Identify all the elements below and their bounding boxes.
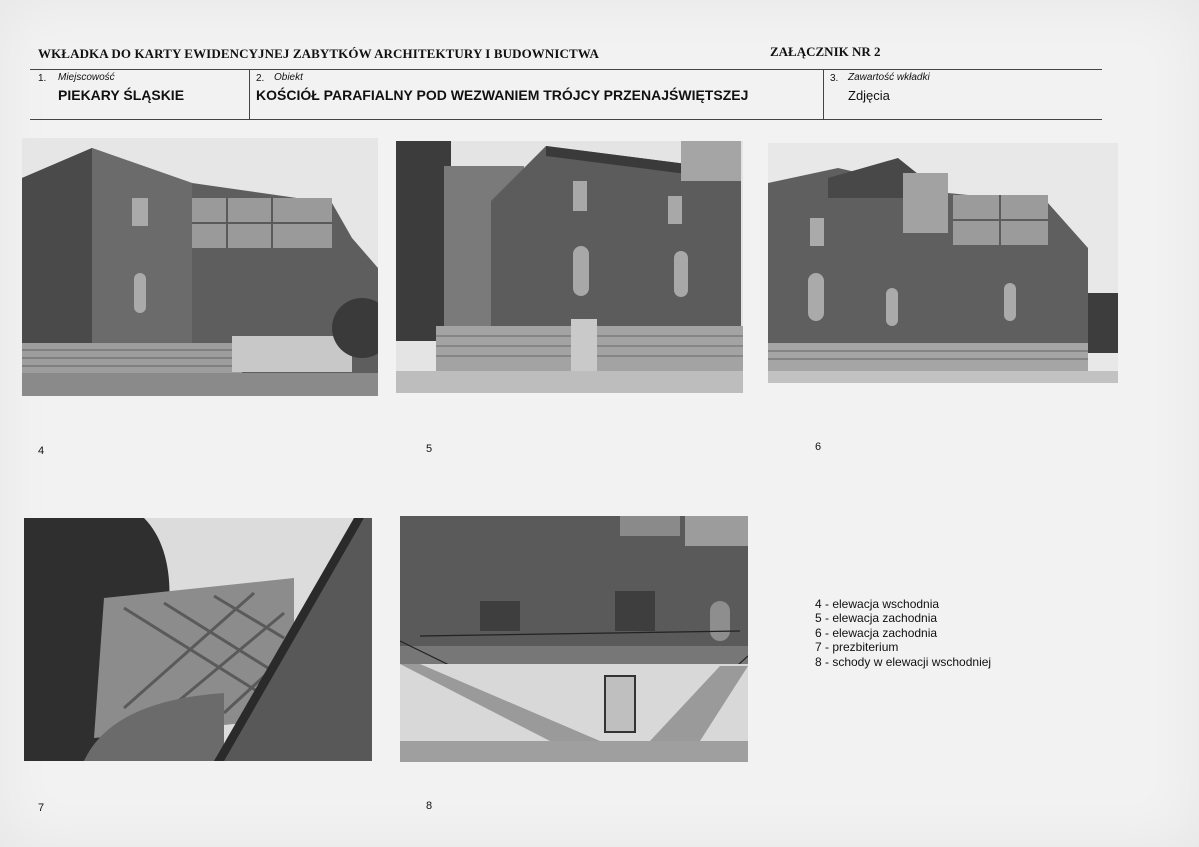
field-caption-locality: Miejscowość bbox=[58, 72, 115, 83]
photo-number: 8 bbox=[426, 800, 433, 812]
legend-item: 7 - prezbiterium bbox=[815, 640, 899, 655]
field-divider bbox=[249, 69, 250, 120]
attachment-label: ZAŁĄCZNIK NR 2 bbox=[770, 44, 881, 59]
legend-item: 8 - schody w elewacji wschodniej bbox=[815, 654, 992, 669]
photo-west-elevation-2 bbox=[768, 143, 1118, 383]
field-number: 2. bbox=[256, 73, 265, 84]
photo-east-stairs bbox=[400, 516, 748, 762]
field-value-content: Zdjęcia bbox=[848, 88, 890, 103]
legend-item: 5 - elewacja zachodnia bbox=[815, 611, 938, 626]
document-title: WKŁADKA DO KARTY EWIDENCYJNEJ ZABYTKÓW ARCHITEKTURY I BUDOWNICTWA bbox=[38, 46, 599, 61]
field-value-object: KOŚCIÓŁ PARAFIALNY POD WEZWANIEM TRÓJCY PRZENAJŚWIĘTSZEJ bbox=[256, 87, 749, 103]
photo-number: 6 bbox=[815, 441, 822, 453]
field-caption-content: Zawartość wkładki bbox=[848, 72, 930, 83]
photo-number: 7 bbox=[38, 802, 45, 814]
field-number: 1. bbox=[38, 73, 47, 84]
legend-item: 4 - elewacja wschodnia bbox=[815, 597, 940, 611]
photo-number: 5 bbox=[426, 443, 433, 455]
photo-east-elevation bbox=[22, 138, 378, 396]
field-caption-object: Obiekt bbox=[274, 72, 303, 83]
photo-number: 4 bbox=[38, 445, 45, 457]
header-bottom-rule bbox=[30, 119, 1102, 120]
field-divider bbox=[823, 69, 824, 120]
header-top-rule bbox=[30, 69, 1102, 70]
field-value-locality: PIEKARY ŚLĄSKIE bbox=[58, 87, 185, 103]
photo-west-elevation bbox=[396, 141, 743, 393]
photo-presbytery bbox=[24, 518, 372, 761]
field-number: 3. bbox=[830, 73, 839, 84]
legend-item: 6 - elewacja zachodnia bbox=[815, 625, 938, 640]
photo-legend bbox=[815, 597, 991, 669]
